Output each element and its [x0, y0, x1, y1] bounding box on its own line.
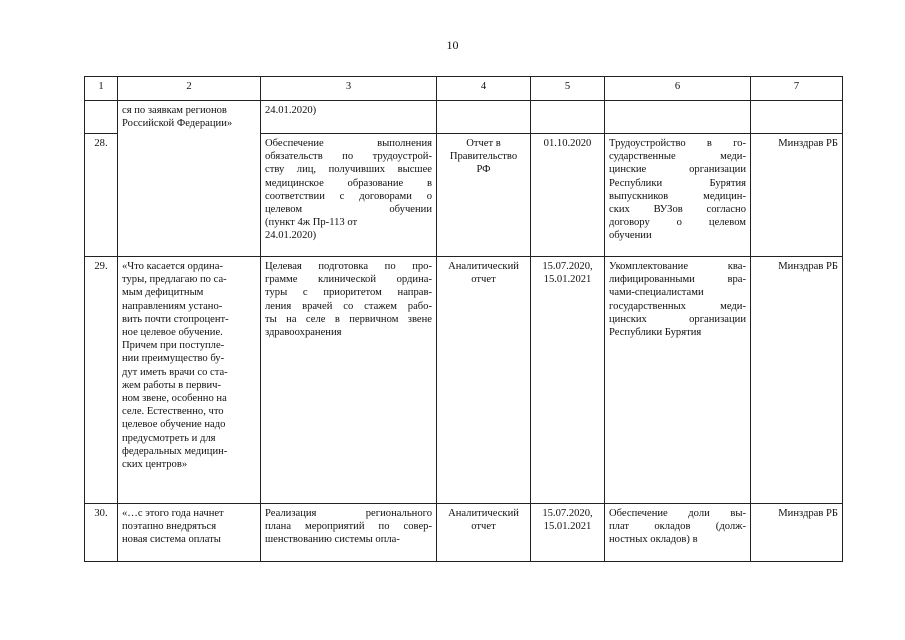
cell-line: 24.01.2020)	[265, 105, 317, 116]
cell-line: 24.01.2020)	[265, 230, 317, 242]
cell-line: Республики Бурятия	[609, 326, 702, 338]
cell-line: шенствованию системы опла-	[265, 534, 400, 546]
cell-line: выпускников медицин-	[609, 190, 746, 202]
row-number: 29.	[85, 256, 118, 503]
cell-line: медицинское образование в	[265, 177, 432, 189]
cell-line: новая система оплаты	[122, 534, 221, 546]
column-header: 4	[437, 77, 531, 101]
quote-cell	[118, 256, 261, 503]
date-cell	[531, 101, 605, 134]
cell-line: ления врачей со стажем рабо-	[265, 300, 432, 312]
measure-cell	[261, 133, 437, 256]
table-row	[85, 101, 843, 134]
result-cell	[605, 256, 751, 503]
cell-line: обязательств по трудоустрой-	[265, 151, 432, 163]
row-number: 30.	[85, 503, 118, 561]
responsible-cell: Минздрав РБ	[751, 133, 843, 256]
responsible-cell: Минздрав РБ	[751, 256, 843, 503]
report-cell	[437, 101, 531, 134]
table-row	[85, 133, 843, 256]
cell-line: договору о целевом	[609, 217, 746, 229]
cell-line: ты на селе в первичном звене	[265, 313, 432, 325]
cell-line: поэтапно внедряться	[122, 521, 217, 533]
cell-line: Республики Бурятия	[609, 177, 746, 189]
cell-line: целевое обучение надо	[122, 419, 226, 431]
cell-line: здравоохранения	[265, 326, 342, 338]
cell-line: грамме клинической ордина-	[265, 274, 432, 286]
cell-line: направлениям устано-	[122, 300, 223, 312]
cell-line: предусмотреть и для	[122, 432, 216, 444]
cell-line: целевом обучении	[265, 203, 432, 215]
report-cell: Аналитический отчет	[437, 503, 531, 561]
quote-cell	[118, 503, 261, 561]
measures-table	[84, 76, 843, 562]
cell-line: соответствии с договорами о	[265, 190, 432, 202]
cell-line: Обеспечение выполнения	[265, 137, 432, 149]
cell-line: ских ВУЗов согласно	[609, 203, 746, 215]
cell-line: цинских организации	[609, 313, 746, 325]
result-cell	[605, 133, 751, 256]
column-header: 1	[85, 77, 118, 101]
cell-line: Трудоустройство в го-	[609, 137, 746, 149]
date-cell: 15.07.2020, 15.01.2021	[531, 256, 605, 503]
cell-line: плана мероприятий по совер-	[265, 521, 432, 533]
cell-line: Целевая подготовка по про-	[265, 260, 432, 272]
cell-line: (пункт 4ж Пр-113 от	[265, 217, 358, 229]
table-row	[85, 503, 843, 561]
cell-line: туры, предлагаю по са-	[122, 274, 227, 286]
column-header: 5	[531, 77, 605, 101]
responsible-cell	[751, 101, 843, 134]
cell-line: чами-специалистами	[609, 287, 704, 299]
column-header: 6	[605, 77, 751, 101]
cell-line: Укомплектование ква-	[609, 260, 746, 272]
cell-line: «…с этого года начнет	[122, 507, 224, 519]
table-header-row	[85, 77, 843, 101]
cell-line: цинские организации	[609, 164, 746, 176]
cell-line: нии преимущество бу-	[122, 353, 225, 365]
cell-line: ся по заявкам регионов	[122, 105, 227, 116]
report-cell: Отчет в Правительство РФ	[437, 133, 531, 256]
date-cell: 01.10.2020	[531, 133, 605, 256]
cell-line: ству лиц, получивших высшее	[265, 164, 432, 176]
cell-line: федеральных медицин-	[122, 445, 228, 457]
measure-cell	[261, 503, 437, 561]
cell-line: государственных меди-	[609, 300, 746, 312]
cell-line: Обеспечение доли вы-	[609, 507, 746, 519]
cell-line: лифицированными вра-	[609, 274, 746, 286]
cell-line: ских центров»	[122, 458, 188, 470]
cell-line: селе. Естественно, что	[122, 406, 224, 418]
cell-line: жем работы в первич-	[122, 379, 222, 391]
report-cell: Аналитический отчет	[437, 256, 531, 503]
cell-line: ное целевое обучение.	[122, 326, 223, 338]
cell-line: сударственные меди-	[609, 151, 746, 163]
quote-cell	[118, 133, 261, 256]
cell-line: плат окладов (долж-	[609, 521, 746, 533]
date-cell: 15.07.2020, 15.01.2021	[531, 503, 605, 561]
quote-cell	[118, 101, 261, 134]
result-cell	[605, 503, 751, 561]
cell-line: «Что касается ордина-	[122, 260, 223, 272]
result-cell	[605, 101, 751, 134]
row-number	[85, 101, 118, 134]
table-row	[85, 256, 843, 503]
cell-line: обучении	[609, 230, 652, 242]
cell-line: Реализация регионального	[265, 507, 432, 519]
cell-line: ном звене, особенно на	[122, 392, 227, 404]
cell-line: вить почти стопроцент-	[122, 313, 229, 325]
cell-line: дут иметь врачи со ста-	[122, 366, 228, 378]
measure-cell	[261, 256, 437, 503]
column-header: 7	[751, 77, 843, 101]
column-header: 2	[118, 77, 261, 101]
cell-line: ностных окладов) в	[609, 534, 698, 546]
responsible-cell: Минздрав РБ	[751, 503, 843, 561]
cell-line: мым дефицитным	[122, 287, 204, 299]
row-number: 28.	[85, 133, 118, 256]
cell-line: Причем при поступле-	[122, 340, 225, 352]
page-number: 10	[446, 38, 459, 52]
column-header: 3	[261, 77, 437, 101]
cell-line: Российской Федерации»	[122, 118, 233, 130]
measure-cell	[261, 101, 437, 134]
cell-line: туры с приоритетом направ-	[265, 287, 432, 299]
